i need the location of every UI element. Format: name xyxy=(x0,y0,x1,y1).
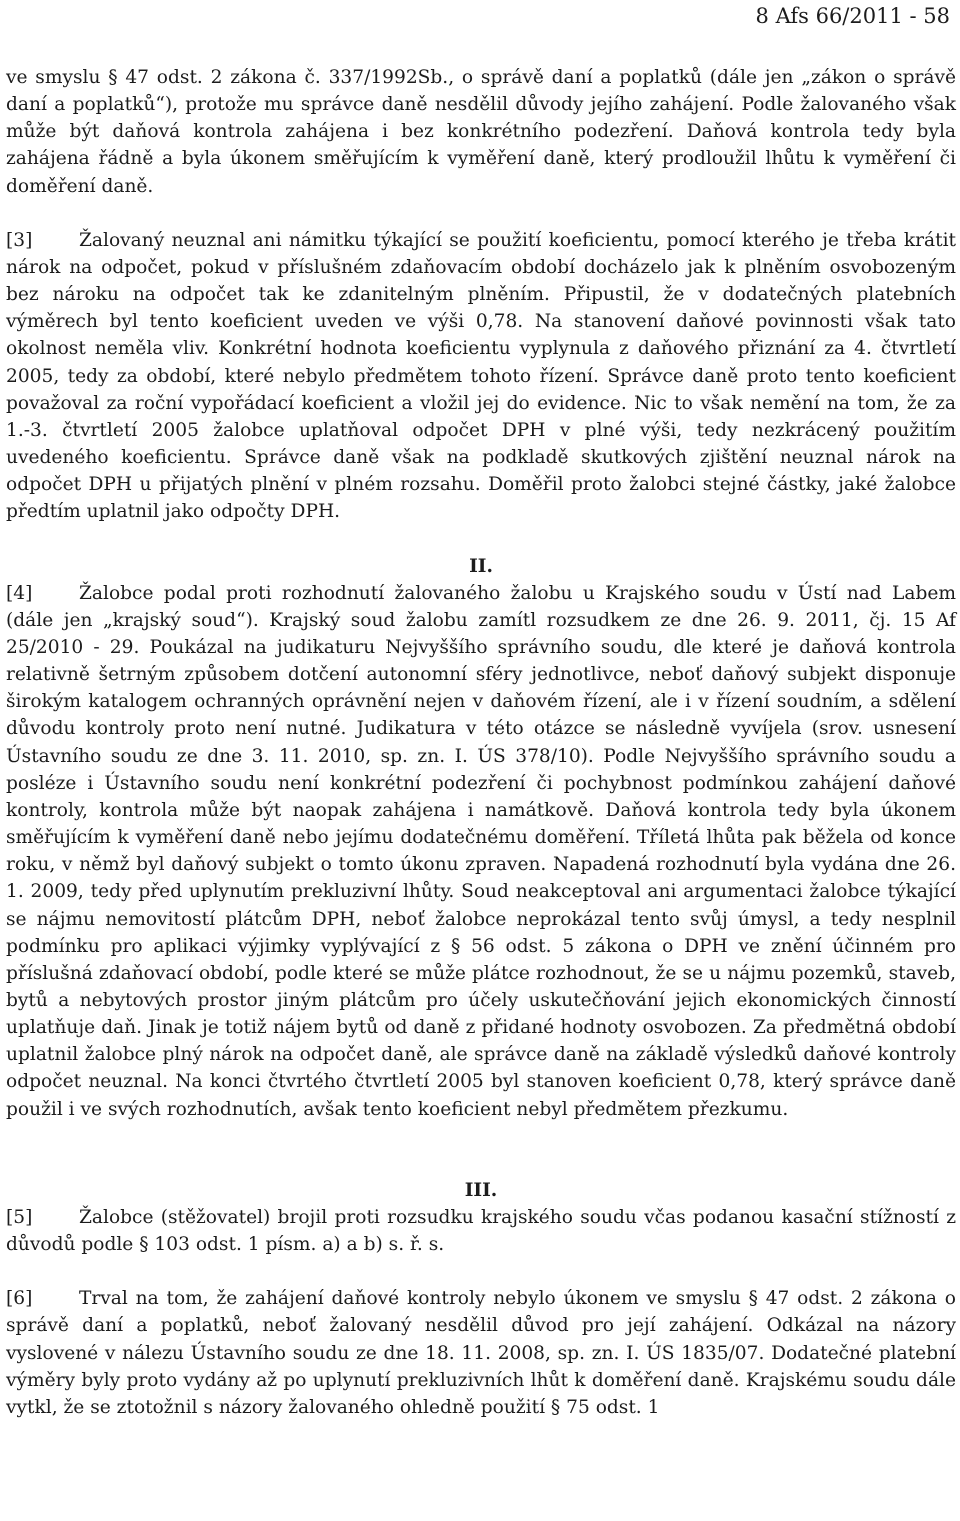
paragraph-number: [3] xyxy=(6,229,33,251)
paragraph-5 xyxy=(6,1204,956,1258)
paragraph-text: Žalovaný neuznal ani námitku týkající se použití koeficientu, pomocí kterého je třeba krátit nárok na odpočet, pokud v příslušném zdaňovacím období docházelo jak k plněním osvobozeným bez nároku na odpočet tak ke zdanitelným plněním. Připustil, že v dodatečných platebních výměrech byl tento koeficient uveden ve výši 0,78. Na stanovení daňové povinnosti však tato okolnost neměla vliv. Konkrétní hodnota koeficientu vyplynula z daňového přiznání za 4. čtvrtletí 2005, tedy za období, které nebylo předmětem tohoto řízení. Správce daně proto tento koeficient považoval za roční vypořádací koeficient a vložil jej do evidence. Nic to však nemění na tom, že za 1.-3. čtvrtletí 2005 žalobce uplatňoval odpočet DPH v plné výši, tedy nezkrácený použitím uvedeného koeficientu. Správce daně však na podkladě skutkových zjištění neuznal nárok na odpočet DPH u přijatých plnění v plném rozsahu. Doměřil proto žalobci stejné částky, jaké žalobce předtím uplatnil jako odpočty DPH. xyxy=(6,229,956,523)
paragraph-6 xyxy=(6,1285,956,1421)
paragraph-text: Trval na tom, že zahájení daňové kontroly nebylo úkonem ve smyslu § 47 odst. 2 zákona o správě daní a poplatků, neboť žalovaný nesdělil důvod pro její zahájení. Odkázal na názory vyslovené v nálezu Ústavního soudu ze dne 18. 11. 2008, sp. zn. I. ÚS 1835/07. Dodatečné platební výměry byly proto vydány až po uplynutí prekluzivních lhůt k doměření daně. Krajskému soudu dále vytkl, že se ztotožnil s názory žalovaného ohledně použití § 75 odst. 1 xyxy=(6,1288,956,1418)
paragraph-continuation xyxy=(6,64,956,200)
document-body xyxy=(6,64,956,1421)
paragraph-number: [5] xyxy=(6,1206,33,1228)
paragraph-text: Žalobce (stěžovatel) brojil proti rozsudku krajského soudu včas podanou kasační stížností z důvodů podle § 103 odst. 1 písm. a) a b) s. ř. s. xyxy=(6,1206,956,1256)
paragraph-text: Žalobce podal proti rozhodnutí žalovaného žalobu u Krajského soudu v Ústí nad Labem (dále jen „krajský soud“). Krajský soud žalobu zamítl rozsudkem ze dne 26. 9. 2011, čj. 15 Af 25/2010 - 29. Poukázal na judikaturu Nejvyššího správního soudu, dle které je daňová kontrola relativně šetrným způsobem dotčení autonomní sféry jednotlivce, neboť daňový subjekt disponuje širokým katalogem ochranných oprávnění nejen v daňovém řízení, ale i v řízení soudním, a sdělení důvodu kontroly proto není nutné. Judikatura v této otázce se následně vyvíjela (srov. usnesení Ústavního soudu ze dne 3. 11. 2010, sp. zn. I. ÚS 378/10). Podle Nejvyššího správního soudu a posléze i Ústavního soudu není konkrétní podezření či pochybnost podmínkou zahájení daňové kontroly, kontrola může být naopak zahájena i namátkově. Daňová kontrola tedy byla úkonem směřujícím k vyměření daně nebo jejímu dodatečnému doměření. Tříletá lhůta pak běžela od konce roku, v němž byl daňový subjekt o tomto úkonu zpraven. Napadená rozhodnutí byla vydána dne 26. 1. 2009, tedy před uplynutím prekluzivní lhůty. Soud neakceptoval ani argumentaci žalobce týkající se nájmu nemovitostí plátcům DPH, neboť žalobce neprokázal tento svůj úmysl, a tedy nesplnil podmínku pro aplikaci výjimky vyplývající z § 56 odst. 5 zákona o DPH ve znění účinném pro příslušná zdaňovací období, podle které se může plátce rozhodnout, že se u nájmu pozemků, staveb, bytů a nebytových prostor jiným plátcům pro účely uskutečňování jejich ekonomických činností uplatňuje daň. Jinak je totiž nájem bytů od daně z přidané hodnoty osvobozen. Za předmětná období uplatnil žalobce plný nárok na odpočet daně, ale správce daně na základě výsledků daňové kontroly odpočet neuznal. Na konci čtvrtého čtvrtletí 2005 byl stanoven koeficient 0,78, který správce daně použil i ve svých rozhodnutích, avšak tento koeficient nebyl předmětem přezkumu. xyxy=(6,582,956,1120)
paragraph-number: [4] xyxy=(6,582,33,604)
section-heading-iii: III. xyxy=(464,1179,498,1201)
section-heading-ii: II. xyxy=(469,555,493,577)
paragraph-4 xyxy=(6,580,956,1123)
paragraph-3 xyxy=(6,227,956,526)
case-number: 8 Afs 66/2011 - 58 xyxy=(755,4,950,28)
paragraph-number: [6] xyxy=(6,1288,33,1310)
paragraph-text: ve smyslu § 47 odst. 2 zákona č. 337/1992Sb., o správě daní a poplatků (dále jen „zákon o správě daní a poplatků“), protože mu správce daně nesdělil důvody jejího zahájení. Podle žalovaného však může být daňová kontrola zahájena i bez konkrétního podezření. Daňová kontrola tedy byla zahájena řádně a byla úkonem směřujícím k vyměření daně, který prodloužil lhůtu k vyměření či doměření daně. xyxy=(6,67,956,197)
